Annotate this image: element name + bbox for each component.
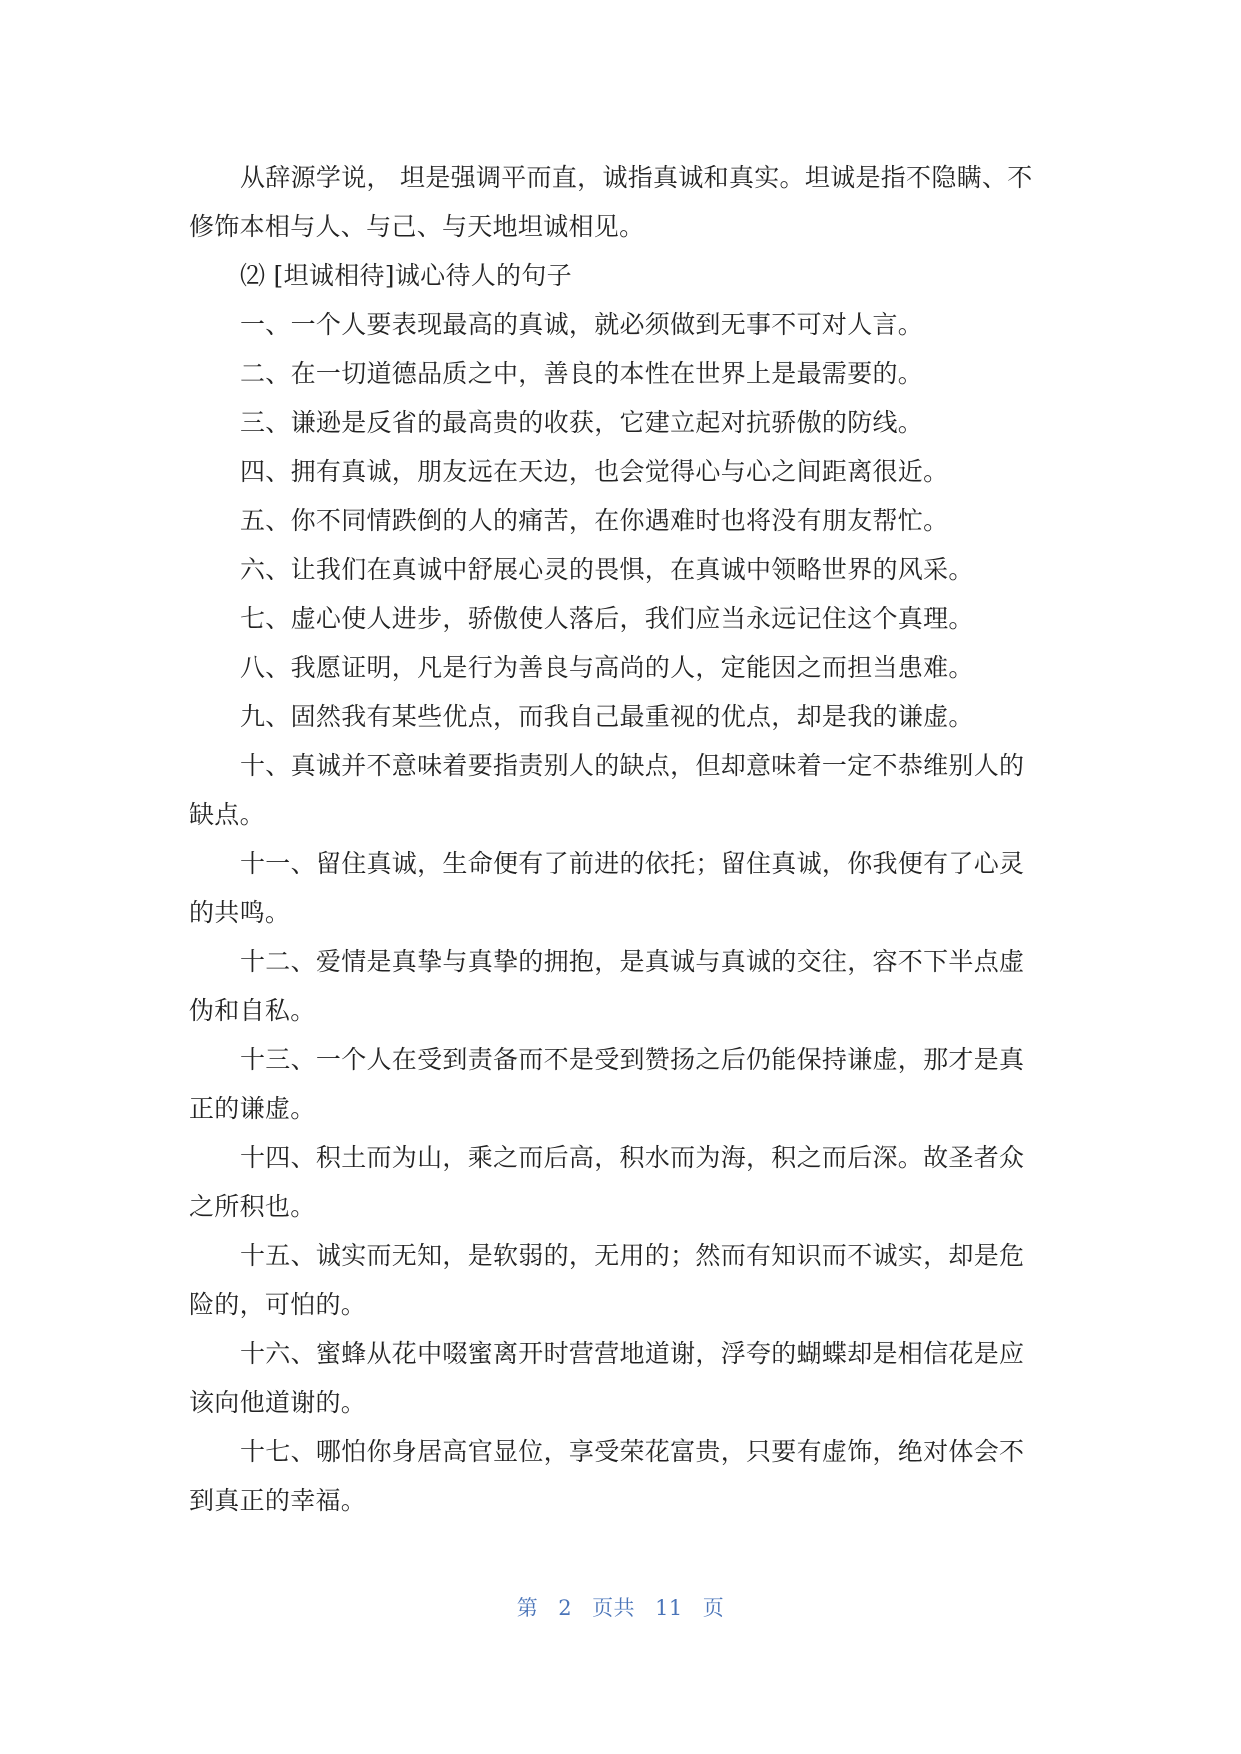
list-item: 三、谦逊是反省的最高贵的收获，它建立起对抗骄傲的防线。: [240, 408, 924, 437]
footer-total-pages: 11: [655, 1596, 683, 1620]
footer-current-page: 2: [558, 1596, 573, 1620]
footer-suffix: 页: [702, 1596, 725, 1620]
list-item: 一、一个人要表现最高的真诚，就必须做到无事不可对人言。: [240, 310, 924, 339]
list-item: 十三、一个人在受到责备而不是受到赞扬之后仍能保持谦虚，那才是真正的谦虚。: [189, 1045, 1025, 1123]
list-item: 十五、诚实而无知，是软弱的，无用的；然而有知识而不诚实，却是危险的，可怕的。: [189, 1241, 1025, 1319]
document-body: [189, 153, 1049, 1525]
list-item: 十四、积土而为山，乘之而后高，积水而为海，积之而后深。故圣者众之所积也。: [189, 1143, 1025, 1221]
list-item: 八、我愿证明，凡是行为善良与高尚的人，定能因之而担当患难。: [240, 653, 974, 682]
list-item: 二、在一切道德品质之中，善良的本性在世界上是最需要的。: [240, 359, 924, 388]
page-footer: [0, 1592, 1241, 1622]
paragraph: 从辞源学说， 坦是强调平而直，诚指真诚和真实。坦诚是指不隐瞒、不修饰本相与人、与己、与天地坦诚相见。: [189, 163, 1033, 241]
list-item: 十六、蜜蜂从花中啜蜜离开时营营地道谢，浮夸的蝴蝶却是相信花是应该向他道谢的。: [189, 1339, 1025, 1417]
list-item: 十、真诚并不意味着要指责别人的缺点，但却意味着一定不恭维别人的缺点。: [189, 751, 1025, 829]
list-item: 七、虚心使人进步，骄傲使人落后，我们应当永远记住这个真理。: [240, 604, 974, 633]
section-heading: ⑵ [坦诚相待]诚心待人的句子: [240, 261, 572, 290]
list-item: 十一、留住真诚，生命便有了前进的依托；留住真诚，你我便有了心灵的共鸣。: [189, 849, 1025, 927]
list-item: 四、拥有真诚，朋友远在天边，也会觉得心与心之间距离很近。: [240, 457, 949, 486]
list-item: 九、固然我有某些优点，而我自己最重视的优点，却是我的谦虚。: [240, 702, 974, 731]
footer-prefix: 第: [516, 1596, 539, 1620]
list-item: 五、你不同情跌倒的人的痛苦，在你遇难时也将没有朋友帮忙。: [240, 506, 949, 535]
list-item: 六、让我们在真诚中舒展心灵的畏惧，在真诚中领略世界的风采。: [240, 555, 974, 584]
list-item: 十二、爱情是真挚与真挚的拥抱，是真诚与真诚的交往，容不下半点虚伪和自私。: [189, 947, 1025, 1025]
footer-middle: 页共: [592, 1596, 636, 1620]
list-item: 十七、哪怕你身居高官显位，享受荣花富贵，只要有虚饰，绝对体会不到真正的幸福。: [189, 1437, 1025, 1515]
